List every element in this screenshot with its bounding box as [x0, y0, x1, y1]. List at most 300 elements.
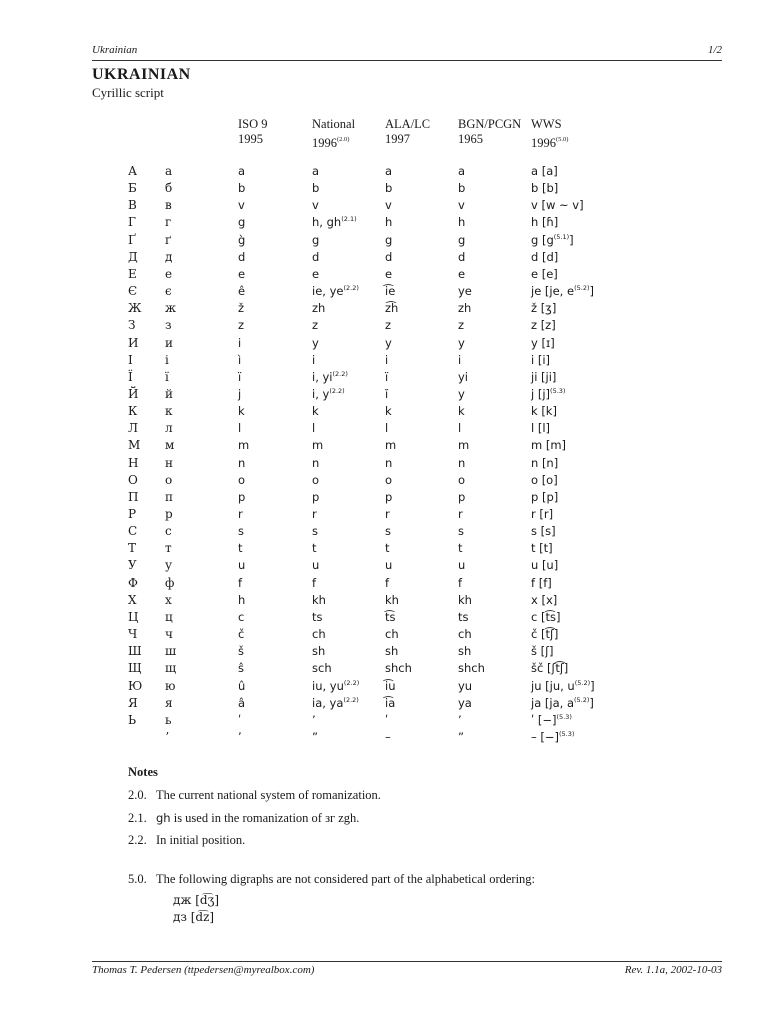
column-header-note: (2.0) — [337, 136, 350, 143]
cyrillic-uppercase: Й — [128, 386, 139, 401]
romanization-value: ch — [458, 627, 472, 642]
cyrillic-lowercase: т — [165, 541, 172, 556]
romanization-value: l — [385, 421, 389, 436]
romanization-nat — [312, 678, 359, 695]
footnote-ref: (5.2) — [574, 678, 591, 687]
cyrillic-uppercase: Б — [128, 181, 137, 196]
romanization-value: sh — [458, 644, 472, 659]
romanization-bgn — [458, 300, 471, 317]
romanization-ala — [385, 352, 388, 369]
cyrillic-lowercase: н — [165, 455, 173, 470]
cyrillic-lowercase: и — [165, 335, 173, 350]
romanization-value: ï — [385, 369, 389, 384]
romanization-bgn — [458, 660, 485, 677]
romanization-value: j [j] — [531, 386, 551, 401]
romanization-ala — [385, 283, 395, 300]
note-item — [128, 788, 381, 803]
romanization-suffix: ] — [590, 678, 595, 693]
column-header-name: ALA/LC — [385, 117, 431, 131]
romanization-ala — [385, 729, 391, 746]
romanization-value: k — [385, 404, 392, 419]
romanization-value: g — [312, 232, 320, 247]
romanization-iso — [238, 557, 245, 574]
romanization-iso — [238, 317, 244, 334]
cyrillic-lowercase: х — [165, 592, 172, 607]
romanization-value: h [ɦ] — [531, 215, 559, 230]
romanization-value: ch — [312, 627, 326, 642]
romanization-iso — [238, 729, 242, 746]
romanization-value: ž [ʒ] — [531, 301, 557, 316]
cyrillic-lowercase: а — [165, 164, 173, 178]
cyrillic-uppercase: Х — [128, 592, 137, 607]
cyrillic-lowercase: ʼ — [165, 729, 169, 744]
romanization-suffix: ] — [589, 284, 594, 299]
romanization-value: k — [312, 404, 319, 419]
romanization-value: i͡e — [385, 284, 396, 299]
footnote-ref: (5.2) — [574, 284, 590, 293]
romanization-value: a [a] — [531, 164, 558, 178]
cyrillic-uppercase: У — [128, 558, 137, 573]
romanization-value: u [u] — [531, 558, 559, 573]
romanization-wws — [531, 283, 594, 300]
romanization-wws — [531, 695, 594, 712]
romanization-bgn — [458, 249, 465, 266]
cyrillic-lowercase: е — [165, 266, 173, 281]
romanization-bgn — [458, 386, 465, 403]
romanization-value: b [b] — [531, 181, 559, 196]
romanization-value: š [ʃ] — [531, 644, 554, 659]
romanization-wws — [531, 678, 595, 695]
romanization-value: č — [238, 627, 245, 642]
romanization-value: ŝ — [238, 661, 244, 676]
romanization-wws — [531, 197, 584, 214]
romanization-ala — [385, 214, 392, 231]
note-text: The following digraphs are not considered part of the alphabetical ordering: — [156, 872, 536, 886]
romanization-value: z — [458, 318, 465, 333]
romanization-wws — [531, 455, 558, 472]
romanization-iso — [238, 592, 245, 609]
romanization-ala — [385, 335, 392, 352]
romanization-bgn — [458, 643, 471, 660]
romanization-value: ji [ji] — [531, 369, 557, 384]
romanization-value: i͡u — [385, 678, 396, 693]
note-number: 2.1. — [128, 811, 147, 825]
romanization-ala — [385, 557, 392, 574]
romanization-ala — [385, 249, 392, 266]
romanization-value: o — [385, 472, 393, 487]
romanization-value: h — [385, 215, 393, 230]
romanization-value: m [m] — [531, 438, 567, 453]
column-header — [312, 117, 355, 151]
romanization-value: b — [238, 181, 246, 196]
romanization-nat — [312, 214, 357, 231]
romanization-value: n — [238, 455, 246, 470]
romanization-wws — [531, 317, 556, 334]
romanization-ala — [385, 609, 396, 626]
column-header-year: 1995 — [238, 132, 263, 146]
cyrillic-uppercase: Н — [128, 455, 139, 470]
cyrillic-uppercase: Ч — [128, 627, 138, 642]
cyrillic-lowercase: й — [165, 386, 173, 401]
romanization-bgn — [458, 369, 468, 386]
romanization-iso — [238, 455, 245, 472]
romanization-value: k [k] — [531, 404, 557, 419]
romanization-iso — [238, 609, 244, 626]
cyrillic-lowercase: б — [165, 181, 173, 196]
romanization-value: s — [458, 524, 464, 539]
cyrillic-uppercase: К — [128, 404, 138, 419]
romanization-nat — [312, 266, 319, 283]
cyrillic-lowercase: г — [165, 215, 172, 230]
romanization-value: shch — [385, 661, 412, 676]
column-header-year: 1965 — [458, 132, 483, 146]
romanization-bgn — [458, 455, 465, 472]
header-rule — [92, 60, 722, 61]
romanization-value: i, y — [312, 386, 330, 401]
column-header-name: ISO 9 — [238, 117, 268, 131]
romanization-value: š — [238, 644, 244, 659]
romanization-bgn — [458, 283, 472, 300]
romanization-value: t — [385, 541, 390, 556]
romanization-value: y [ɪ] — [531, 335, 555, 350]
note-number: 5.0. — [128, 872, 147, 886]
romanization-value: p — [385, 489, 393, 504]
romanization-value: v — [458, 198, 465, 213]
cyrillic-uppercase: З — [128, 318, 136, 333]
romanization-value: s [s] — [531, 524, 556, 539]
note-code: gh — [156, 811, 171, 825]
romanization-ala — [385, 575, 389, 592]
romanization-nat — [312, 283, 359, 300]
romanization-value: f — [312, 575, 317, 590]
romanization-value: l — [238, 421, 242, 436]
romanization-iso — [238, 472, 245, 489]
romanization-value: iu, yu — [312, 678, 344, 693]
cyrillic-uppercase: Р — [128, 507, 137, 521]
footnote-ref: (2.1) — [341, 215, 357, 224]
romanization-iso — [238, 489, 245, 506]
romanization-value: ʹ — [238, 712, 242, 727]
romanization-iso — [238, 575, 242, 592]
romanization-wws — [531, 729, 574, 746]
footnote-ref: (5.3) — [556, 712, 572, 721]
romanization-bgn — [458, 592, 472, 609]
romanization-value: ê — [238, 284, 246, 299]
note-number: 2.2. — [128, 833, 147, 847]
romanization-value: sh — [385, 644, 399, 659]
romanization-ala — [385, 266, 392, 283]
romanization-ala — [385, 455, 392, 472]
romanization-wws — [531, 660, 568, 677]
romanization-value: a — [458, 164, 466, 178]
page-footer — [92, 964, 722, 978]
page-subtitle: Cyrillic script — [92, 85, 164, 100]
romanization-value: v — [312, 198, 319, 213]
romanization-value: k — [238, 404, 245, 419]
romanization-nat — [312, 197, 319, 214]
romanization-value: t [t] — [531, 541, 553, 556]
cyrillic-uppercase: А — [128, 164, 138, 178]
cyrillic-uppercase: Ж — [128, 301, 142, 316]
romanization-value: m — [458, 438, 470, 453]
romanization-bgn — [458, 197, 465, 214]
romanization-ala — [385, 386, 388, 403]
page-title: UKRAINIAN — [92, 66, 191, 83]
romanization-value: t — [238, 541, 243, 556]
romanization-value: l [l] — [531, 421, 551, 436]
romanization-value: z — [385, 318, 392, 333]
romanization-value: ch — [385, 627, 399, 642]
footnote-ref: (2.2) — [332, 369, 348, 378]
cyrillic-uppercase: Є — [128, 284, 138, 299]
romanization-value: z͡h — [385, 301, 399, 316]
romanization-value: y — [385, 335, 392, 350]
cyrillic-lowercase: ж — [165, 301, 177, 316]
cyrillic-lowercase: з — [165, 318, 172, 333]
cyrillic-uppercase: Ї — [128, 369, 133, 384]
romanization-wws — [531, 232, 574, 249]
cyrillic-uppercase: Ф — [128, 575, 138, 590]
romanization-wws — [531, 180, 558, 197]
cyrillic-lowercase: д — [165, 249, 173, 264]
header-page-number: 1/2 — [707, 44, 722, 56]
romanization-value: r — [312, 507, 317, 521]
romanization-value: ts — [312, 609, 323, 624]
romanization-value: ʹ [−] — [531, 712, 557, 727]
romanization-nat — [312, 437, 323, 454]
cyrillic-uppercase: Ю — [128, 678, 143, 693]
romanization-value: ” — [312, 729, 318, 744]
romanization-value: b — [458, 181, 466, 196]
romanization-value: ’ — [312, 712, 316, 727]
romanization-value: ï — [238, 369, 242, 384]
footnote-ref: (5.3) — [559, 729, 575, 738]
romanization-iso — [238, 214, 245, 231]
romanization-value: m — [385, 438, 397, 453]
romanization-value: f — [238, 575, 243, 590]
romanization-wws — [531, 420, 550, 437]
romanization-value: i [i] — [531, 352, 551, 367]
romanization-value: d — [458, 249, 466, 264]
footer-author: Thomas T. Pedersen (ttpedersen@myrealbox.com) — [92, 964, 315, 976]
romanization-value: y — [458, 386, 465, 401]
romanization-nat — [312, 729, 318, 746]
romanization-iso — [238, 283, 245, 300]
romanization-nat — [312, 352, 315, 369]
romanization-bgn — [458, 540, 463, 557]
romanization-wws — [531, 523, 556, 540]
romanization-value: d — [385, 249, 393, 264]
cyrillic-lowercase: ф — [165, 575, 175, 590]
column-header-name: WWS — [531, 117, 562, 131]
romanization-value: n — [458, 455, 466, 470]
romanization-value: m — [238, 438, 250, 453]
note-number: 2.0. — [128, 788, 147, 802]
cyrillic-uppercase: І — [128, 352, 133, 367]
romanization-value: y — [458, 335, 465, 350]
romanization-value: v [w ~ v] — [531, 198, 584, 213]
romanization-value: yu — [458, 678, 473, 693]
romanization-value: ì — [238, 352, 242, 367]
romanization-value: g [g — [531, 232, 554, 247]
romanization-value: l — [458, 421, 462, 436]
romanization-ala — [385, 592, 399, 609]
romanization-ala — [385, 695, 395, 712]
romanization-nat — [312, 489, 319, 506]
romanization-value: i — [312, 352, 316, 367]
romanization-value: j — [238, 386, 242, 401]
column-header-year: 1996 — [531, 136, 556, 150]
romanization-ala — [385, 678, 395, 695]
cyrillic-uppercase: В — [128, 198, 137, 213]
column-header — [238, 117, 268, 147]
romanization-ala — [385, 506, 390, 523]
romanization-value: e [e] — [531, 266, 558, 281]
romanization-nat — [312, 180, 319, 197]
romanization-value: u — [312, 558, 320, 573]
romanization-ala — [385, 180, 392, 197]
romanization-iso — [238, 335, 241, 352]
romanization-nat — [312, 249, 319, 266]
romanization-wws — [531, 335, 555, 352]
romanization-iso — [238, 163, 245, 180]
romanization-value: r — [385, 507, 390, 521]
romanization-wws — [531, 266, 558, 283]
romanization-value: t͡s — [385, 609, 396, 624]
cyrillic-lowercase: я — [165, 695, 173, 710]
cyrillic-uppercase: Ц — [128, 609, 139, 624]
romanization-value: z [z] — [531, 318, 556, 333]
romanization-bgn — [458, 575, 462, 592]
romanization-value: e — [385, 266, 393, 281]
footnote-ref: (2.2) — [343, 284, 359, 293]
romanization-value: kh — [385, 592, 399, 607]
romanization-value: a — [385, 164, 393, 178]
note-item — [128, 811, 359, 826]
romanization-value: b — [312, 181, 320, 196]
cyrillic-lowercase: ю — [165, 678, 176, 693]
romanization-value: a — [312, 164, 320, 178]
romanization-wws — [531, 214, 558, 231]
romanization-value: ʼ — [238, 729, 242, 744]
cyrillic-lowercase: ґ — [165, 232, 172, 247]
romanization-nat — [312, 695, 359, 712]
romanization-nat — [312, 317, 318, 334]
romanization-bgn — [458, 695, 472, 712]
cyrillic-lowercase: ч — [165, 627, 173, 642]
romanization-iso — [238, 540, 243, 557]
romanization-ala — [385, 523, 391, 540]
romanization-value: i — [385, 352, 389, 367]
romanization-iso — [238, 506, 243, 523]
cyrillic-uppercase: Я — [128, 695, 138, 710]
cyrillic-uppercase: Е — [128, 266, 137, 281]
cyrillic-lowercase: ь — [165, 712, 172, 727]
romanization-value: i — [458, 352, 462, 367]
romanization-ala — [385, 437, 396, 454]
romanization-ala — [385, 369, 388, 386]
romanization-bgn — [458, 420, 461, 437]
romanization-value: r — [238, 507, 243, 521]
cyrillic-lowercase: о — [165, 472, 173, 487]
romanization-iso — [238, 369, 241, 386]
romanization-nat — [312, 300, 325, 317]
note-text-after: is used in the romanization of зг zgh. — [170, 811, 360, 825]
romanization-bgn — [458, 472, 465, 489]
romanization-value: p — [458, 489, 466, 504]
cyrillic-lowercase: с — [165, 524, 172, 539]
column-header — [385, 117, 430, 147]
romanization-value: t — [312, 541, 317, 556]
note-item — [128, 833, 245, 848]
romanization-value: f [f] — [531, 575, 552, 590]
romanization-wws — [531, 489, 558, 506]
cyrillic-uppercase: Ґ — [128, 232, 137, 247]
romanization-value: u — [385, 558, 393, 573]
romanization-value: v — [238, 198, 245, 213]
cyrillic-lowercase: в — [165, 198, 172, 213]
romanization-wws — [531, 626, 558, 643]
romanization-value: zh — [458, 301, 472, 316]
romanization-bgn — [458, 712, 462, 729]
romanization-nat — [312, 626, 326, 643]
romanization-wws — [531, 369, 556, 386]
romanization-nat — [312, 609, 323, 626]
romanization-bgn — [458, 214, 465, 231]
romanization-value: g — [238, 215, 246, 230]
romanization-value: sh — [312, 644, 326, 659]
romanization-value: o — [238, 472, 246, 487]
romanization-ala — [385, 712, 388, 729]
romanization-value: je [je, e — [531, 284, 575, 299]
romanization-value: h — [458, 215, 466, 230]
romanization-iso — [238, 249, 245, 266]
romanization-iso — [238, 403, 245, 420]
column-header-name: BGN/PCGN — [458, 117, 522, 131]
romanization-iso — [238, 712, 241, 729]
romanization-value: k — [458, 404, 465, 419]
cyrillic-lowercase: і — [165, 352, 169, 367]
romanization-value: v — [385, 198, 392, 213]
romanization-wws — [531, 352, 550, 369]
romanization-value: ʹ — [385, 712, 389, 727]
romanization-ala — [385, 317, 391, 334]
cyrillic-uppercase: Л — [128, 421, 139, 436]
romanization-bgn — [458, 403, 465, 420]
cyrillic-lowercase: є — [165, 284, 172, 299]
romanization-ala — [385, 660, 412, 677]
romanization-value: d — [312, 249, 320, 264]
footnote-ref: (5.2) — [574, 695, 590, 704]
romanization-wws — [531, 437, 566, 454]
romanization-value: zh — [312, 301, 326, 316]
romanization-bgn — [458, 506, 463, 523]
romanization-value: s — [312, 524, 318, 539]
note-item — [128, 872, 535, 887]
romanization-nat — [312, 592, 326, 609]
romanization-value: – [−] — [531, 729, 560, 744]
romanization-ala — [385, 626, 399, 643]
cyrillic-uppercase: Т — [128, 541, 137, 556]
romanization-value: s — [385, 524, 391, 539]
romanization-value: p [p] — [531, 489, 559, 504]
romanization-value: kh — [458, 592, 472, 607]
column-header — [458, 117, 521, 147]
romanization-value: u — [238, 558, 246, 573]
romanization-value: n — [385, 455, 393, 470]
romanization-value: o [o] — [531, 472, 558, 487]
footnote-ref: (2.2) — [343, 695, 359, 704]
